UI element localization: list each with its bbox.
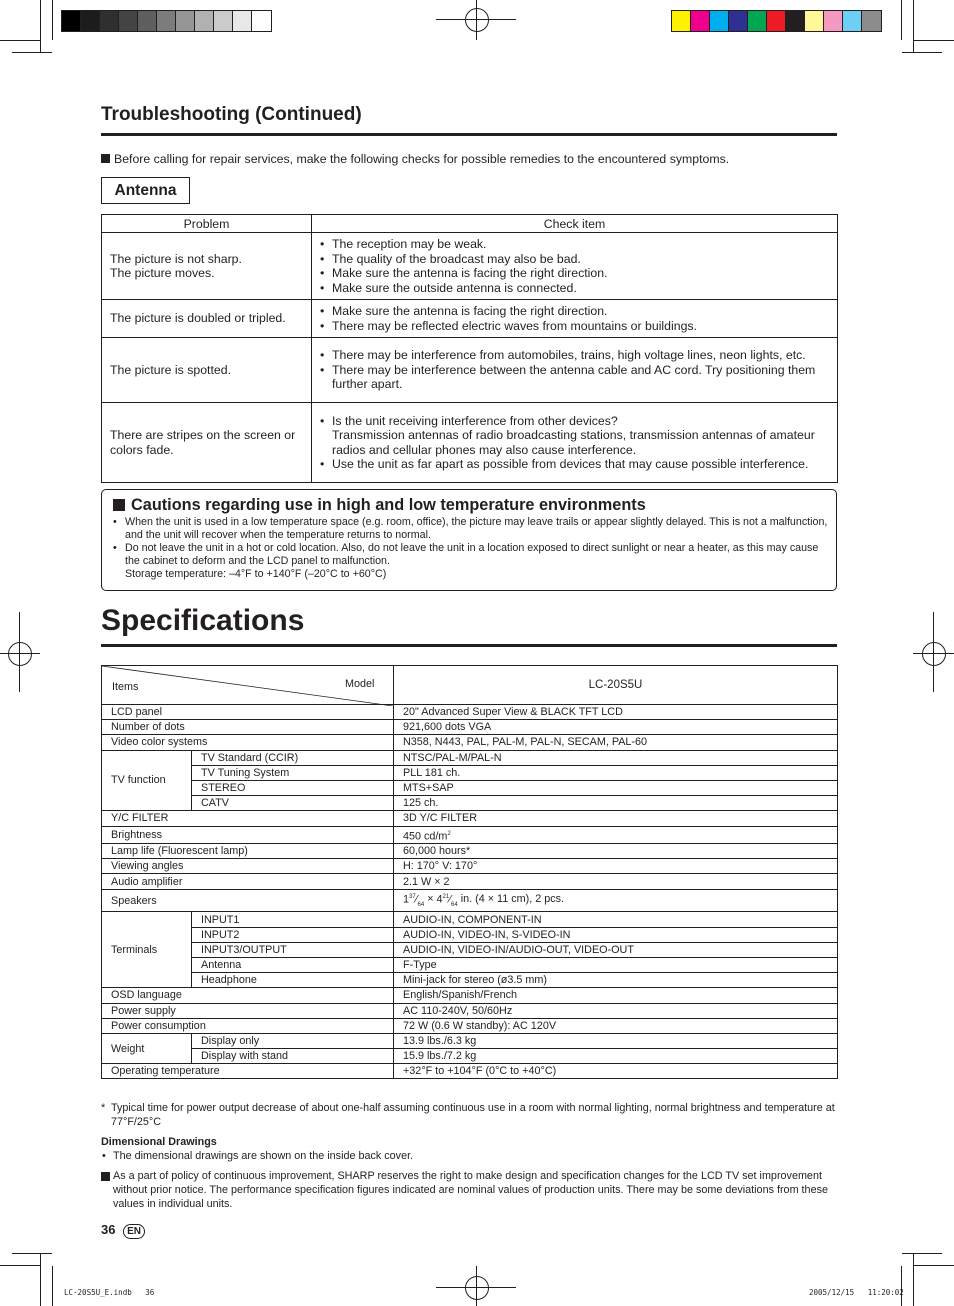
check-cell [312, 233, 838, 300]
table-row [102, 1018, 838, 1033]
process-color-swatch [691, 11, 710, 31]
item-label: INPUT1 [192, 912, 394, 927]
model-name: LC-20S5U [394, 666, 838, 705]
check-text: • Make sure the antenna is facing the right direction. [332, 304, 608, 318]
check-text: • There may be interference from automobiles, trains, high voltage lines, neon lights, etc. [332, 348, 806, 363]
crop-mark [901, 1266, 902, 1306]
square-bullet-icon [101, 154, 110, 163]
table-row [102, 750, 838, 765]
process-color-swatch [862, 11, 881, 31]
item-value: N358, N443, PAL, PAL-M, PAL-N, SECAM, PAL-60 [394, 735, 838, 750]
check-text: • Use the unit as far apart as possible from devices that may cause possible interference. [332, 457, 809, 471]
check-item [318, 266, 831, 281]
table-row [102, 403, 838, 483]
table-row [102, 973, 838, 988]
check-item [318, 457, 831, 472]
problem-text: The picture is doubled or tripled. [110, 311, 286, 326]
dimensional-drawings [101, 1135, 837, 1163]
caution-item [112, 542, 834, 581]
column-header: Check item [312, 215, 838, 233]
problem-cell [102, 338, 312, 403]
item-value: AUDIO-IN, COMPONENT-IN [394, 912, 838, 927]
registration-mark-right [913, 653, 954, 654]
antenna-table [101, 214, 838, 483]
item-label: OSD language [102, 988, 394, 1003]
item-label: Viewing angles [102, 859, 394, 874]
item-label: Power supply [102, 1003, 394, 1018]
check-text: • Is the unit receiving interference from other devices? [332, 413, 618, 428]
check-item [318, 414, 831, 458]
crop-mark [40, 1253, 41, 1306]
item-value: AC 110-240V, 50/60Hz [394, 1003, 838, 1018]
antenna-label: Antenna [114, 182, 177, 199]
item-value: 921,600 dots VGA [394, 720, 838, 735]
item-value: 20" Advanced Super View & BLACK TFT LCD [394, 705, 838, 720]
problem-text: The picture is not sharp. [110, 251, 242, 266]
registration-mark-top [465, 8, 489, 32]
process-color-swatch [805, 11, 824, 31]
table-row [102, 859, 838, 874]
check-item [318, 304, 831, 319]
check-item [318, 348, 831, 363]
problem-cell [102, 300, 312, 338]
group-label: Terminals [102, 912, 192, 988]
process-color-swatch [748, 11, 767, 31]
table-row [102, 720, 838, 735]
table-row [102, 912, 838, 927]
crop-mark [914, 40, 954, 41]
item-label: INPUT3/OUTPUT [192, 942, 394, 957]
table-header-row [102, 666, 838, 705]
table-row [102, 1064, 838, 1079]
item-value: Mini-jack for stereo (ø3.5 mm) [394, 973, 838, 988]
square-bullet-icon [101, 1172, 110, 1181]
process-color-bar [671, 10, 882, 32]
registration-mark-bottom [436, 1287, 516, 1288]
check-text: Transmission antennas of radio broadcasting stations, transmission antennas of amateur radios and cellular phones may also cause interference. [332, 428, 815, 457]
crop-mark [52, 0, 53, 40]
page-number [101, 1222, 145, 1239]
policy-note [101, 1169, 837, 1211]
caution-text: Storage temperature: –4°F to +140°F (–20°C to +60°C) [125, 568, 387, 580]
check-text: • The reception may be weak. [332, 237, 487, 251]
footnote-mark: * [101, 1102, 106, 1114]
registration-mark-bottom [476, 1266, 477, 1306]
registration-mark-left [8, 642, 32, 666]
troubleshooting-title: Troubleshooting (Continued) [101, 104, 362, 125]
intro-note [101, 152, 729, 166]
item-label: INPUT2 [192, 927, 394, 942]
item-label: TV Tuning System [192, 765, 394, 780]
item-label: STEREO [192, 780, 394, 795]
table-row [102, 1049, 838, 1064]
crop-mark [52, 1266, 53, 1306]
table-row [102, 1033, 838, 1048]
process-color-swatch [824, 11, 843, 31]
check-cell [312, 338, 838, 403]
check-item [318, 281, 831, 296]
speaker-size-part: 37 [409, 893, 416, 900]
specifications-table [101, 665, 838, 1079]
language-badge: EN [123, 1224, 145, 1239]
registration-mark-right [922, 642, 946, 666]
check-item [318, 319, 831, 334]
crop-mark [902, 52, 942, 53]
footnote-text: Typical time for power output decrease of about one-half assuming continuous use in a room with normal lighting, normal brightness and temperature at 77°F/25°C [111, 1102, 835, 1128]
caution-title-text: Cautions regarding use in high and low temperature environments [131, 496, 646, 514]
item-value: H: 170° V: 170° [394, 859, 838, 874]
items-model-header [102, 666, 394, 705]
table-row [102, 988, 838, 1003]
item-value [394, 889, 838, 912]
item-label: Y/C FILTER [102, 811, 394, 826]
caution-box [101, 489, 837, 591]
item-label: Power consumption [102, 1018, 394, 1033]
grayscale-swatch [62, 11, 81, 31]
speaker-size-part: 4 [436, 893, 443, 906]
grayscale-swatch [233, 11, 252, 31]
footnote [101, 1101, 837, 1129]
item-label: Operating temperature [102, 1064, 394, 1079]
table-row [102, 765, 838, 780]
item-label: Number of dots [102, 720, 394, 735]
table-row [102, 1003, 838, 1018]
item-value: 72 W (0.6 W standby): AC 120V [394, 1018, 838, 1033]
grayscale-swatch [176, 11, 195, 31]
item-value: +32°F to +104°F (0°C to +40°C) [394, 1064, 838, 1079]
crop-mark [12, 1253, 52, 1254]
item-label: Headphone [192, 973, 394, 988]
check-item [318, 363, 831, 392]
registration-mark-left [0, 653, 40, 654]
problem-text: There are stripes on the screen or colors fade. [110, 428, 296, 457]
registration-mark-right [933, 612, 934, 692]
registration-mark-bottom [465, 1276, 489, 1300]
crop-mark [0, 40, 40, 41]
column-header: Problem [102, 215, 312, 233]
speaker-size-part: in. (4 × 11 cm), 2 pcs. [460, 893, 565, 906]
item-value: 2.1 W × 2 [394, 874, 838, 889]
specifications-rule [101, 644, 837, 647]
speaker-size-part: 64 [451, 901, 458, 908]
item-label: Display only [192, 1033, 394, 1048]
check-text: • The quality of the broadcast may also be bad. [332, 251, 581, 266]
registration-mark-left [19, 612, 20, 692]
slug-date: 2005/12/15 11:20:02 [809, 1288, 904, 1297]
dimensional-title: Dimensional Drawings [101, 1136, 217, 1148]
grayscale-swatch [195, 11, 214, 31]
process-color-swatch [710, 11, 729, 31]
caution-text: • When the unit is used in a low temperature space (e.g. room, office), the picture may leave trails or appear slightly delayed. This is not a malfunction, and the unit will recover when the temperature returns to normal. [125, 516, 828, 541]
crop-mark [913, 1253, 914, 1306]
check-item [318, 252, 831, 267]
table-row [102, 796, 838, 811]
table-row [102, 300, 838, 338]
crop-mark [914, 1265, 954, 1266]
value-text: 450 cd/m [403, 830, 448, 843]
process-color-swatch [767, 11, 786, 31]
check-text: • There may be interference between the antenna cable and AC cord. Try positioning them further apart. [332, 362, 816, 392]
problem-cell [102, 233, 312, 300]
item-value: PLL 181 ch. [394, 765, 838, 780]
items-label: Items [112, 681, 139, 693]
item-value: 13.9 lbs./6.3 kg [394, 1033, 838, 1048]
item-value: 125 ch. [394, 796, 838, 811]
table-row [102, 233, 838, 300]
check-text: • Make sure the antenna is facing the right direction. [332, 266, 608, 280]
crop-mark [12, 52, 52, 53]
table-row [102, 957, 838, 972]
table-row [102, 735, 838, 750]
process-color-swatch [786, 11, 805, 31]
speaker-size-part: 64 [417, 901, 425, 908]
grayscale-bar [61, 10, 272, 32]
square-bullet-icon [113, 499, 125, 511]
table-row [102, 338, 838, 403]
item-label: TV Standard (CCIR) [192, 750, 394, 765]
title-rule [101, 133, 837, 136]
model-label: Model [345, 678, 375, 690]
item-label: Brightness [102, 826, 394, 844]
crop-mark [902, 1253, 942, 1254]
table-row [102, 780, 838, 795]
caution-text: • Do not leave the unit in a hot or cold location. Also, do not leave the unit in a location exposed to direct sunlight or near a heater, as this may cause the cabinet to deform and the LCD panel to malfunction. [125, 542, 819, 567]
grayscale-swatch [100, 11, 119, 31]
problem-text: The picture moves. [110, 266, 215, 280]
item-label: LCD panel [102, 705, 394, 720]
grayscale-swatch [214, 11, 233, 31]
specifications-title: Specifications [101, 604, 305, 637]
caution-title [113, 496, 646, 515]
page-number-text: 36 [101, 1222, 116, 1237]
item-label: Display with stand [192, 1049, 394, 1064]
registration-mark-top [476, 0, 477, 40]
speaker-size-part: 1 [403, 893, 410, 906]
grayscale-swatch [157, 11, 176, 31]
intro-text: Before calling for repair services, make the following checks for possible remedies to the encountered symptoms. [114, 152, 730, 166]
item-value: AUDIO-IN, VIDEO-IN/AUDIO-OUT, VIDEO-OUT [394, 942, 838, 957]
item-label: Audio amplifier [102, 874, 394, 889]
check-text: • There may be reflected electric waves from mountains or buildings. [332, 318, 697, 333]
crop-mark [0, 1265, 40, 1266]
item-value: 60,000 hours* [394, 844, 838, 859]
table-row [102, 811, 838, 826]
grayscale-swatch [81, 11, 100, 31]
process-color-swatch [729, 11, 748, 31]
item-value: 15.9 lbs./7.2 kg [394, 1049, 838, 1064]
item-value: English/Spanish/French [394, 988, 838, 1003]
process-color-swatch [672, 11, 691, 31]
caution-item [112, 516, 834, 542]
item-value: NTSC/PAL-M/PAL-N [394, 750, 838, 765]
speaker-size-part: × [427, 893, 434, 906]
item-label: Lamp life (Fluorescent lamp) [102, 844, 394, 859]
check-item [318, 237, 831, 252]
check-cell [312, 403, 838, 483]
bullet: • [102, 1150, 106, 1162]
table-row [102, 844, 838, 859]
table-row [102, 826, 838, 844]
item-value: F-Type [394, 957, 838, 972]
table-row [102, 874, 838, 889]
dimensional-text: The dimensional drawings are shown on the inside back cover. [113, 1150, 414, 1162]
table-row [102, 705, 838, 720]
item-value: 3D Y/C FILTER [394, 811, 838, 826]
grayscale-swatch [119, 11, 138, 31]
caution-list [112, 516, 834, 581]
crop-mark [913, 0, 914, 52]
table-row [102, 889, 838, 912]
item-label: Speakers [102, 889, 394, 912]
problem-cell [102, 403, 312, 483]
table-row [102, 927, 838, 942]
item-value: MTS+SAP [394, 780, 838, 795]
crop-mark [901, 0, 902, 40]
problem-text: The picture is spotted. [110, 362, 231, 377]
item-value [394, 826, 838, 844]
registration-mark-top [436, 19, 516, 20]
group-label: Weight [102, 1033, 192, 1063]
slug-file: LC-20S5U_E.indb 36 [64, 1288, 155, 1297]
speaker-size-part: 21 [442, 893, 450, 900]
process-color-swatch [843, 11, 862, 31]
check-text: • Make sure the outside antenna is connected. [332, 280, 577, 295]
table-row [102, 942, 838, 957]
antenna-label-box [101, 177, 190, 204]
fraction-slash: ⁄ [415, 893, 418, 906]
group-label: TV function [102, 750, 192, 811]
item-label: Antenna [192, 957, 394, 972]
grayscale-swatch [138, 11, 157, 31]
item-label: Video color systems [102, 735, 394, 750]
item-label: CATV [192, 796, 394, 811]
crop-mark [40, 0, 41, 52]
value-superscript: 2 [447, 830, 451, 837]
grayscale-swatch [252, 11, 271, 31]
policy-text: As a part of policy of continuous improvement, SHARP reserves the right to make design and specification changes for the LCD TV set improvement without prior notice. The performance specification figures indicated are nominal values of production units. There may be some deviations from these values in individual units. [113, 1170, 828, 1210]
fraction-slash: ⁄ [449, 893, 452, 906]
check-cell [312, 300, 838, 338]
item-value: AUDIO-IN, VIDEO-IN, S-VIDEO-IN [394, 927, 838, 942]
